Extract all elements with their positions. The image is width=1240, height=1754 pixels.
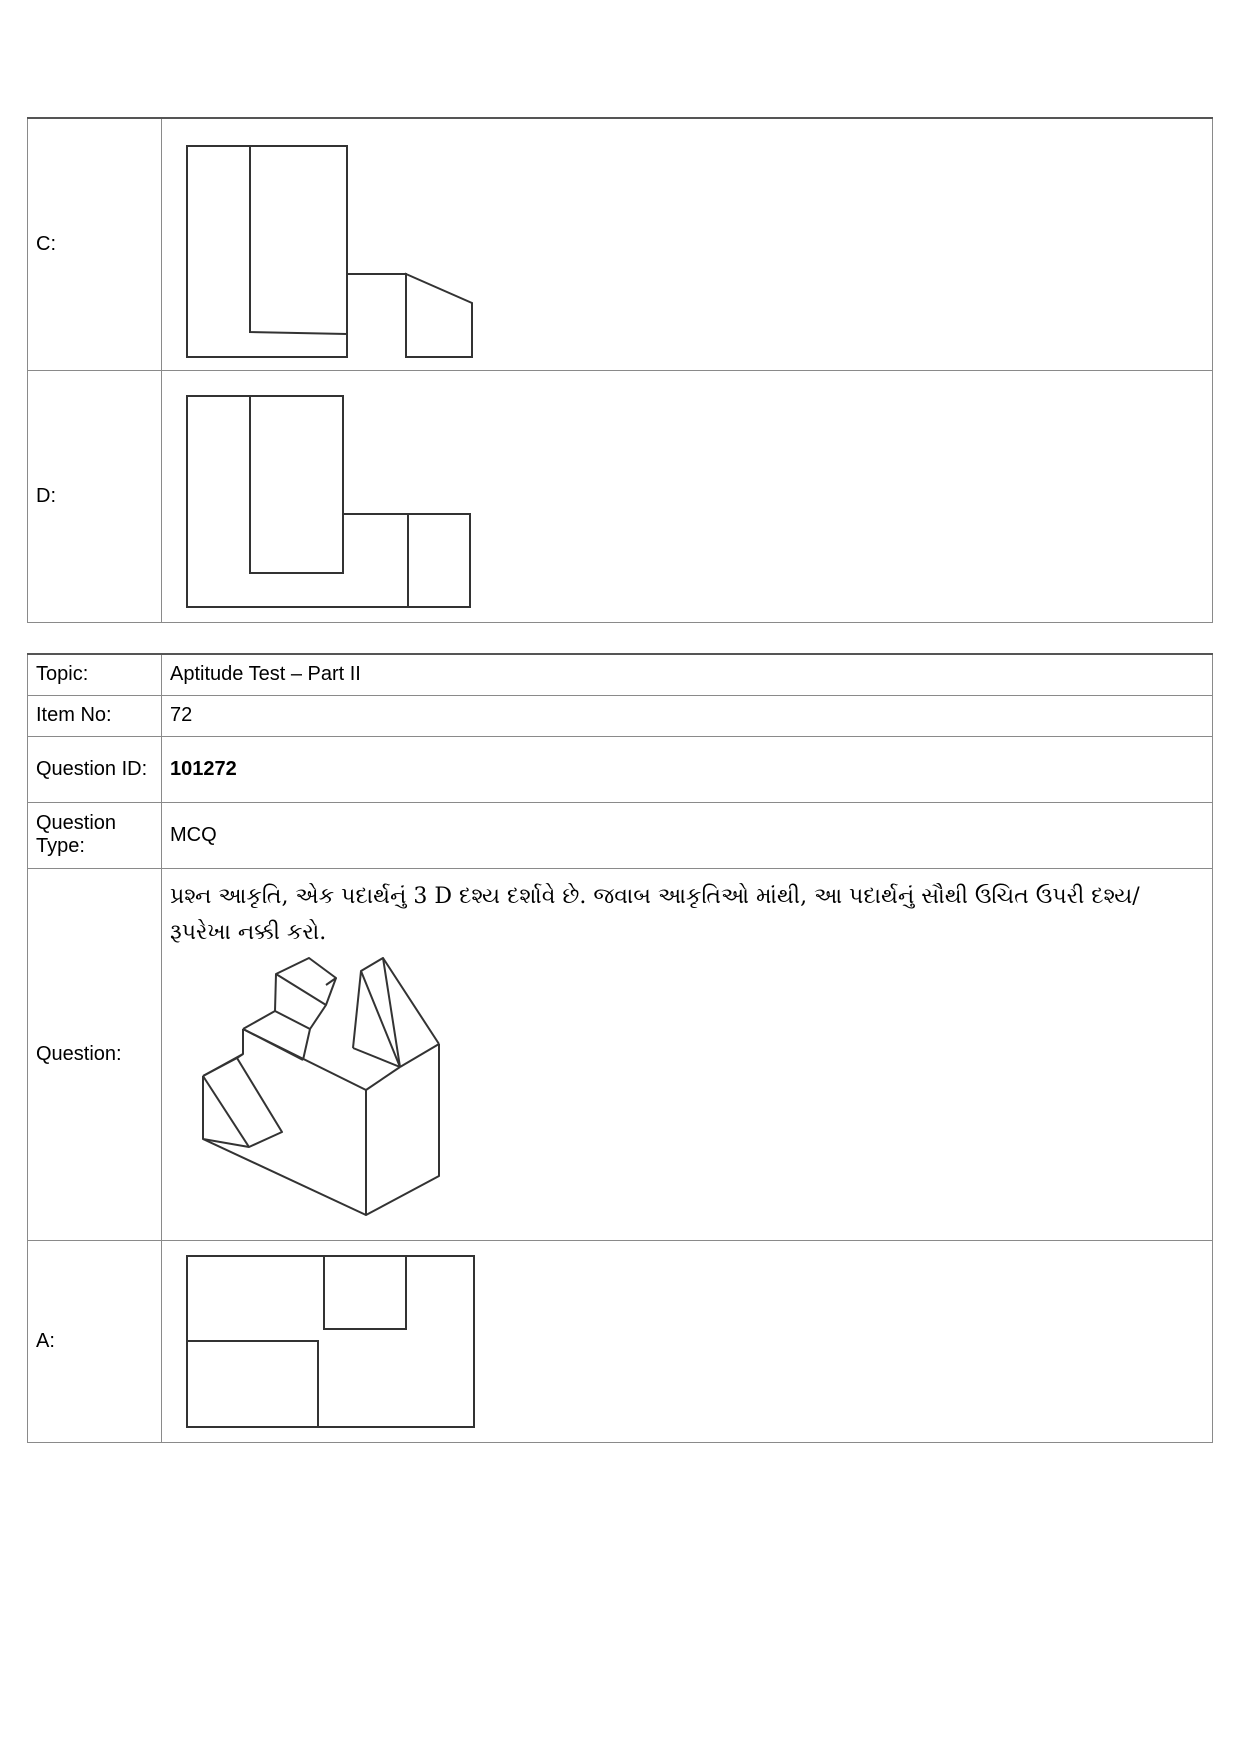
question-type-row [28,802,1213,868]
question-cell [162,868,1213,1240]
question-label: Question: [28,868,162,1240]
option-d-cell [162,370,1213,622]
question-id-value: 101272 [162,736,1213,802]
question-table [27,653,1213,1443]
option-a-label: A: [28,1240,162,1442]
question-id-label: Question ID: [28,736,162,802]
item-no-row [28,695,1213,736]
option-d-diagram [178,381,478,611]
question-row [28,868,1213,1240]
option-c-diagram [178,129,478,359]
option-c-row [28,118,1213,370]
item-no-label: Item No: [28,695,162,736]
option-d-label: D: [28,370,162,622]
option-c-label: C: [28,118,162,370]
question-3d-figure [178,957,458,1217]
option-a-row [28,1240,1213,1442]
question-type-value: MCQ [162,802,1213,868]
option-c-cell [162,118,1213,370]
topic-label: Topic: [28,654,162,695]
option-d-row [28,370,1213,622]
previous-options-table [27,117,1213,623]
question-text: પ્રશ્ન આકૃતિ, એક પદાર્થનું 3 D દશ્ય દર્શાવે છે. જવાબ આકૃતિઓ માંથી, આ પદાર્થનું સૌથી ઉચિત ઉપરી દશ્ય/ રૂપરેખા નક્કી કરો. [170,883,1140,945]
question-id-row [28,736,1213,802]
question-type-label: Question Type: [28,802,162,868]
topic-row [28,654,1213,695]
option-a-diagram [178,1251,478,1431]
option-a-cell [162,1240,1213,1442]
topic-value: Aptitude Test – Part II [162,654,1213,695]
item-no-value: 72 [162,695,1213,736]
